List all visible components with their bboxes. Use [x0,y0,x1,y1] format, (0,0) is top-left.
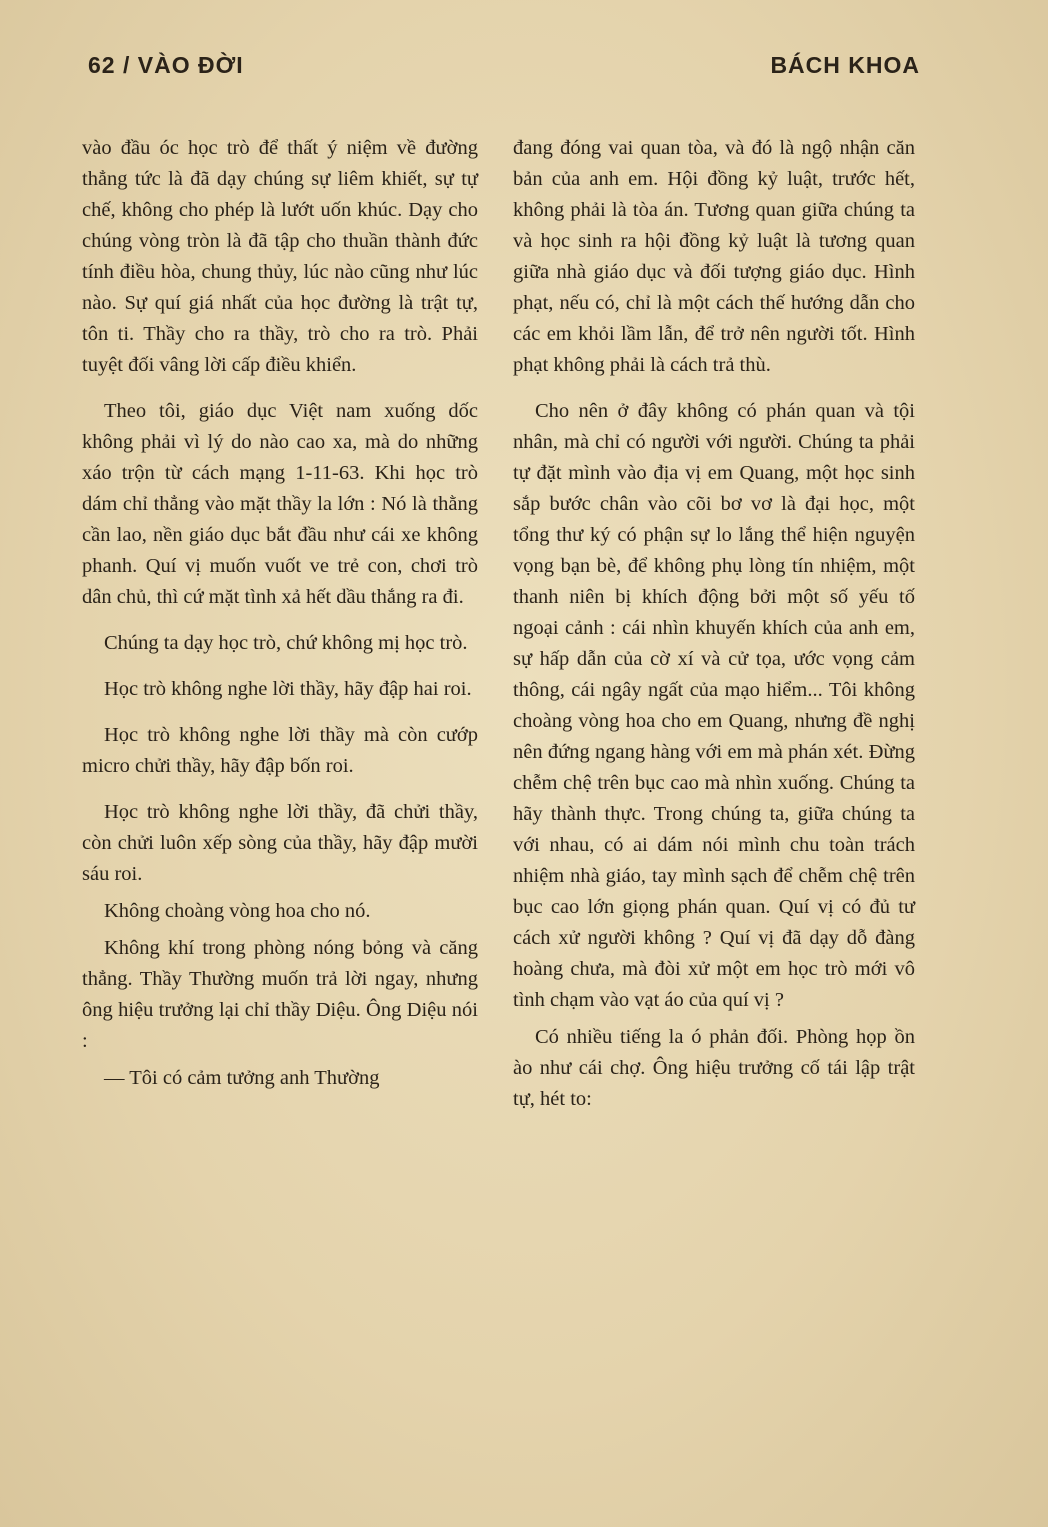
paragraph: Có nhiều tiếng la ó phản đối. Phòng họp ồn ào như cái chợ. Ông hiệu trưởng cố tái lập trật tự, hét to: [513,1026,915,1110]
paragraph: Học trò không nghe lời thầy, hãy đập hai roi. [104,678,472,700]
text-column-left [82,133,478,1109]
paragraph: Học trò không nghe lời thầy mà còn cướp micro chửi thầy, hãy đập bốn roi. [82,724,478,777]
dialogue-line: — Tôi có cảm tưởng anh Thường [104,1067,380,1089]
paragraph: Học trò không nghe lời thầy, đã chửi thầy, còn chửi luôn xếp sòng của thầy, hãy đập mười sáu roi. [82,801,478,885]
text-column-right [513,133,915,1130]
paragraph: vào đầu óc học trò để thất ý niệm về đường thẳng tức là đã dạy chúng sự liêm khiết, sự tự chế, không cho phép là lướt uốn khúc. Dạy cho chúng vòng tròn là đã tập cho thuần thành đức tính điều hòa, chung thủy, lúc nào cũng như lúc nào. Sự quí giá nhất của học đường là trật tự, tôn ti. Thầy cho ra thầy, trò cho ra trò. Phải tuyệt đối vâng lời cấp điều khiển. [82,137,478,376]
paragraph: đang đóng vai quan tòa, và đó là ngộ nhận căn bản của anh em. Hội đồng kỷ luật, trước hết, không phải là tòa án. Tương quan giữa chúng ta và học sinh ra hội đồng kỷ luật là tương quan giữa nhà giáo dục và đối tượng giáo dục. Hình phạt, nếu có, chỉ là một cách thế hướng dẫn cho các em khỏi lầm lẫn, để trở nên người tốt. Hình phạt không phải là cách trả thù. [513,137,915,376]
running-header-left: 62 / VÀO ĐỜI [88,52,244,78]
paragraph: Không khí trong phòng nóng bỏng và căng thẳng. Thầy Thường muốn trả lời ngay, nhưng ông hiệu trưởng lại chỉ thầy Diệu. Ông Diệu nói : [82,937,478,1052]
paragraph: Chúng ta dạy học trò, chứ không mị học trò. [104,632,468,654]
paragraph: Theo tôi, giáo dục Việt nam xuống dốc không phải vì lý do nào cao xa, mà do những xáo trộn từ cách mạng 1-11-63. Khi học trò dám chỉ thẳng vào mặt thầy la lớn : Nó là thằng cần lao, nền giáo dục bắt đầu như cái xe không phanh. Quí vị muốn vuốt ve trẻ con, chơi trò dân chủ, thì cứ mặt tình xả hết dầu thắng ra đi. [82,400,478,608]
running-header-right: BÁCH KHOA [770,52,920,78]
paragraph: Cho nên ở đây không có phán quan và tội nhân, mà chỉ có người với người. Chúng ta phải tự đặt mình vào địa vị em Quang, một học sinh sắp bước chân vào cõi bơ vơ là đại học, một tổng thư ký có phận sự lo lắng thể hiện nguyện vọng bạn bè, để không phụ lòng tín nhiệm, một thanh niên bị khích động bởi một số yếu tố ngoại cảnh : cái nhìn khuyến khích của anh em, sự hấp dẫn của cờ xí và cử tọa, ước vọng cảm thông, cái ngây ngất của mạo hiểm... Tôi không choàng vòng hoa cho em Quang, nhưng đề nghị nên đứng ngang hàng với em mà phán xét. Đừng chễm chệ trên bục cao mà nhìn xuống. Chúng ta hãy thành thực. Trong chúng ta, giữa chúng ta với nhau, có ai dám nói mình chu toàn trách nhiệm nhà giáo, tay mình sạch để chễm chệ trên bục cao lớn giọng phán quan. Quí vị có đủ tư cách xử người không ? Quí vị đã dạy dỗ đàng hoàng chưa, mà đòi xử một em học trò mới vô tình chạm vào vạt áo của quí vị ? [513,400,915,1011]
paragraph: Không choàng vòng hoa cho nó. [104,900,371,922]
